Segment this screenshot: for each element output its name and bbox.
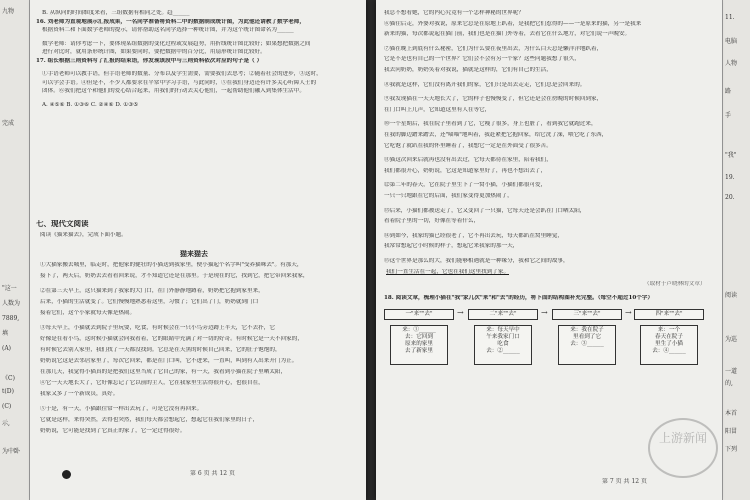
story-paragraph-line: 我去问奶奶，奶奶笑着对我说，猫就是这样的，它们有自己的生活， bbox=[384, 67, 552, 73]
book-gutter bbox=[366, 0, 376, 500]
story-paragraph-line: 它是不是也有自己的一个世界？它们会不会有另一个家？这些问题我想了很久， bbox=[384, 56, 580, 63]
flow-stage-cell bbox=[474, 325, 532, 365]
flow-cell-text: 来：每天早中 bbox=[486, 326, 520, 333]
flow-stage-header: 二"来""去" bbox=[468, 309, 538, 320]
right-page-fragment bbox=[722, 0, 750, 500]
fragment-text: 7889, bbox=[2, 315, 20, 322]
story-paragraph-line: ⑦猫在晚上到底有什么秘密，它们为什么要在夜里出去，为什么白天总是懒洋洋地趴着， bbox=[384, 45, 603, 52]
question-text: A. ④⑤⑥ B. ①③⑥ C. ②④⑥ D. ①③⑤ bbox=[42, 101, 139, 108]
flow-stage-cell bbox=[640, 325, 698, 365]
story-paragraph-line: 我总不想看她，它的内心究竟有一个怎样神秘的世界呢？ bbox=[384, 10, 524, 16]
flow-cell-text: 午来我家门口 bbox=[486, 333, 520, 340]
story-paragraph-line: ⑥猫往后走，外婆对我说，原来它总是在原地上趴着，是我把它们惹得的——一是原来的猫，另一是我来 bbox=[384, 20, 642, 27]
fragment-text: 19. bbox=[725, 174, 735, 181]
fragment-text: t(D) bbox=[2, 388, 14, 395]
page-number: 第 6 页 共 12 页 bbox=[190, 470, 235, 477]
exam-page-6 bbox=[30, 0, 366, 500]
fragment-text: "这一 bbox=[2, 285, 17, 292]
flow-cell-text: 里生了小猫 bbox=[655, 340, 683, 347]
fragment-text: 阳冒 bbox=[725, 428, 738, 435]
story-paragraph-line: ②在第三天早上，这只猫来到了我家的大门口，在门外静静地蹲着，奶奶把它抱到家里来， bbox=[40, 288, 264, 294]
fragment-text: 电脑 bbox=[725, 38, 738, 45]
story-paragraph-line: 它吃饱了就趴在我的怀里睡着了，我想它一定是在外面受了很多苦。 bbox=[384, 142, 552, 149]
left-page-fragment bbox=[0, 0, 30, 500]
flow-stage-header: 三"来""去" bbox=[552, 309, 622, 320]
flow-cell-text: 吃食 bbox=[497, 340, 509, 347]
fragment-text: 九物 bbox=[2, 8, 15, 15]
story-paragraph-line: 在那几天，我觉得小猫真的是把我们这里当成了它自己的家，有一天，我看到小猫在院子里晒太阳， bbox=[40, 369, 287, 375]
fragment-text: 本首 bbox=[725, 410, 738, 417]
story-paragraph-line: ④它一天天地长大了，它好像忘记了它以前的主人，它在我家里生活得很开心，也很自在， bbox=[40, 380, 264, 386]
question-text: ①手语老师可以教手语，但手语老师的数量、分布以及学生需要，需要我们去思考；②随着社会的进步，③这时， bbox=[42, 71, 322, 77]
fragment-text: "我" bbox=[725, 152, 737, 159]
fragment-text: 为巡 bbox=[725, 336, 738, 343]
story-paragraph-line: ③每天早上，小猫就去到院子里玩耍，吃食，有时候会在一只小鸟旁边蹲上半天，它不去扑，它 bbox=[40, 325, 275, 331]
story-paragraph-line: ⑬后来，小猫们都被送走了，它又变回了一只猫，它每天还是会趴在门口晒太阳， bbox=[384, 207, 586, 214]
story-paragraph-line: ⑤于是，有一天，小猫跟往常一样出去玩了，可是它没有再回来。 bbox=[40, 406, 203, 412]
reading-instruction: 阅读《猫来猫去》，完成下面小题。 bbox=[40, 232, 127, 238]
exam-logo-icon bbox=[62, 470, 71, 479]
story-paragraph-line: 我们都很开心，奶奶说，它这是知道家里好了，再也不想出去了， bbox=[384, 167, 547, 174]
fragment-text: 手 bbox=[725, 112, 732, 119]
fragment-text: 完成 bbox=[2, 120, 15, 127]
question-stem: 16. 刘老师为直观地展示汇报成果，一名同学准备将资料二中的数据制成统计图，为此他还请教了数学老师， bbox=[36, 18, 305, 25]
flow-cell-text: 去了新家里 bbox=[405, 347, 433, 354]
story-paragraph-line: 奶奶说，它可能是找到了它真正的家了，它一定过得很好。 bbox=[40, 428, 186, 434]
flow-stage-header: 四"来""去" bbox=[634, 309, 704, 320]
flow-cell-text: 来：①______ bbox=[402, 326, 436, 333]
story-paragraph-line: 在我的脚边蹭来蹭去，还"喵喵"地叫着，我赶紧把它抱回家，给它洗了澡，喂它吃了东西， bbox=[384, 132, 608, 138]
story-paragraph-line: 在门口叫上几声，它知道这里有人在等它， bbox=[384, 106, 491, 113]
story-paragraph-line: 它就是这样，来得突然，去得也突然，我们每天都会想起它，想起它在我们家里的日子， bbox=[40, 417, 259, 423]
story-paragraph-line: 好像是在看小鸟，这时候小猫就会向我看着，它的眼睛中充满了对一切的好奇。有时候它是一天不回家的， bbox=[40, 336, 303, 342]
fragment-text: (A) bbox=[2, 345, 12, 352]
flow-arrow-icon: → bbox=[457, 307, 464, 317]
story-paragraph-line: ⑮这个世界是那么的大，我们能够相遇就是一种缘分，我和它之间的故事， bbox=[384, 258, 569, 264]
flow-cell-text: 去：③______ bbox=[570, 340, 604, 347]
story-paragraph-line: 一只一只地跟在它的后面，我们家变得更加热闹了， bbox=[384, 193, 513, 199]
story-paragraph-line: ⑩一个星期后，我在院子里看到了它，它瘦了很多，身上也脏了，看到我它就跑过来， bbox=[384, 121, 597, 128]
page-number: 第 7 页 共 12 页 bbox=[602, 478, 647, 485]
flow-cell-text: 去：它回到 bbox=[405, 333, 433, 340]
story-underlined-sentence: 我们一直生活在一起，它也在我们这里找到了家。 bbox=[386, 268, 510, 275]
fragment-text: 20. bbox=[725, 194, 735, 201]
story-paragraph-line: 我常常想起它小时候的样子，想起它来我家的那一天， bbox=[384, 243, 519, 250]
fragment-text: 阅读 bbox=[725, 292, 738, 299]
question-text: 数学老师：请你考虑一下，要体现某组数据的变化过程或发展趋势，用折线统计图比较好；如果想把数据之间 bbox=[42, 40, 311, 47]
fragment-text: 11. bbox=[725, 14, 735, 21]
story-paragraph-line: 看着院子里的一切，好像在等着什么， bbox=[384, 218, 480, 225]
fragment-text: 人物 bbox=[725, 60, 738, 67]
section-heading: 七、现代文阅读 bbox=[36, 220, 89, 227]
flow-stage-header: 一"来""去" bbox=[384, 309, 454, 320]
fragment-text: 为中卧 bbox=[2, 448, 21, 455]
story-paragraph-line: ⑭到如今，我家的猫已经很老了，它不再出去玩，每天都趴在窝里睡觉， bbox=[384, 232, 564, 239]
flow-cell-text: 去：④______ bbox=[652, 347, 686, 354]
story-paragraph-line: 奶奶说它这是去邻居家里了，每次它回来，都是在门口叫，它不进来，一直叫，叫到有人出来开门为止。 bbox=[40, 358, 298, 364]
flow-arrow-icon: → bbox=[541, 307, 548, 317]
flow-stage-cell bbox=[390, 325, 448, 365]
fragment-text: 一道 bbox=[725, 368, 738, 375]
story-paragraph-line: 有时候它去别人家里，我们找了一天都没找到。它总是在天黑的时候自己回来，它的肚子饱饱的， bbox=[40, 347, 281, 353]
question-stem: 17. 组长根据三则资料写了汇报的结束语，你发现该段中与三则资料依次对应的句子是（ ） bbox=[36, 57, 263, 64]
fragment-text: (C) bbox=[2, 403, 12, 410]
flow-cell-text: 来：一个 bbox=[657, 326, 681, 333]
fragment-text: 示, bbox=[2, 420, 10, 427]
fragment-text: 填 bbox=[2, 330, 9, 337]
story-paragraph-line: 接下了，两天后，奶奶去去看看回来说，才不知道它还是在那里。于是现在的它，找到它，把它带回来我家， bbox=[40, 273, 309, 279]
story-paragraph-line: 接着它们，这个小家就每天像是热闹。 bbox=[40, 310, 136, 316]
story-paragraph-line: ①大猫家搬去城里，临走时，把他家的健壮的小猫送到我家里，便小猫起个名字叫"受养猫咪去"。有那天， bbox=[40, 262, 303, 268]
story-title: 猫来猫去 bbox=[180, 250, 208, 257]
question-text: 团体。⑥我们把这个和他们的爱心结合起来，用我们的行动去关心他们，一起帮助他们融入到集体生活中。 bbox=[42, 88, 305, 94]
flow-cell-text: 来：我在院子 bbox=[570, 326, 604, 333]
story-paragraph-line: 新来的猫，每次都说起在猫门前，我们也是在猫门外等着，去看它在什么地方，对它们说一声晚安。 bbox=[384, 31, 631, 38]
question-text: B. 从纵向的时间维度来看，三组数据有相同之处。趋______ bbox=[42, 10, 190, 16]
flow-cell-text: 里看到了它 bbox=[573, 333, 601, 340]
flow-stage-cell bbox=[558, 325, 616, 365]
fragment-text: 下列 bbox=[725, 446, 738, 453]
story-source: （取材于卢晓林的文章） bbox=[644, 280, 706, 287]
flow-arrow-icon: → bbox=[625, 307, 632, 317]
watermark-stamp bbox=[648, 418, 718, 478]
story-paragraph-line: 我家又多了一个新成员，真好。 bbox=[40, 391, 119, 397]
question-18: 18. 阅读文章，梳理小猫在"我"家几次"来"和"去"的经历，将下面的结构图补充完整。（每空不超过10个字） bbox=[384, 294, 654, 301]
flow-cell-text: 原来的家里 bbox=[405, 340, 433, 347]
fragment-text: 人数为 bbox=[2, 300, 21, 307]
question-text: 根据资料二和下面数学老师的提示，请你帮助这名同学选择一种统计图，并为这个统计图命名为______ bbox=[42, 27, 294, 33]
story-paragraph-line: ⑧我就是这样，它们没有离开我们的家，它们只是出去走走，它们总是会回来的。 bbox=[384, 81, 586, 88]
story-paragraph-line: 后来，小猫的生活就变了。它们慢慢地熟悉着这里，习惯了；它们出了门，奶奶就到门口 bbox=[40, 299, 259, 305]
fragment-text: 《C) bbox=[2, 375, 15, 382]
fragment-text: 路 bbox=[725, 88, 732, 95]
watermark-text: 上游新闻 bbox=[658, 431, 707, 445]
flow-cell-text: 春天在院子 bbox=[655, 333, 683, 340]
story-paragraph-line: ⑨我发现猫在一天天地长大了，它的样子也慢慢变了，但它还是会在傍晚的时候回到家， bbox=[384, 96, 603, 103]
story-paragraph-line: ⑫第二年的春天，它在院子里生下了一窝小猫，小猫们都很可爱， bbox=[384, 182, 547, 189]
question-text: 进行对比时，就用条形统计图，如果要同时，要把数据中的百分比，用扇形统计图比较好。 bbox=[42, 49, 266, 55]
flow-cell-text: 去：②______ bbox=[486, 347, 520, 354]
story-paragraph-line: ⑪猫这次回来后就再也没有出去过，它每天都待在家里，陪着我们， bbox=[384, 157, 552, 164]
question-text: 可以学会手语。④但是不，不少人都要求在平常中学习手语，与此同时，⑤在我们身边还有许多关心听障人士的 bbox=[42, 79, 317, 86]
fragment-text: 的, bbox=[725, 380, 733, 387]
